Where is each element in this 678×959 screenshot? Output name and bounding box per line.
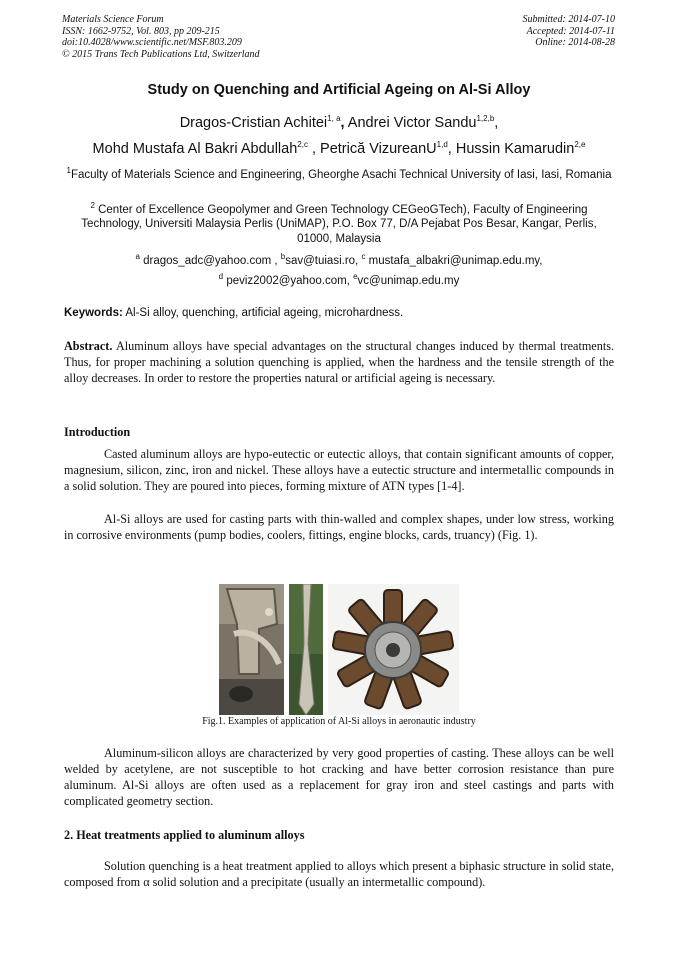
- email-sup: d: [218, 272, 224, 281]
- author-line-1: [40, 114, 638, 131]
- intro-paragraph-1: Casted aluminum alloys are hypo-eutectic or eutectic alloys, that contain significant amounts of copper, magnesium, silicon, zinc, iron and nickel. These alloys have a eutectic structure and intermetallic compounds in a solid solution. They are poured into pieces, forming mixture of ATN types [1-4].: [64, 447, 614, 493]
- email-link[interactable]: sav@tuiasi.ro,: [285, 254, 359, 267]
- email-link[interactable]: vc@unimap.edu.my: [357, 274, 460, 287]
- author-line-2: [40, 140, 638, 157]
- email-sup: c: [361, 252, 366, 261]
- author-name: Andrei Victor Sandu: [347, 114, 477, 131]
- abstract-text: Aluminum alloys have special advantages on the structural changes induced by thermal treatments. Thus, for proper machining a solution quenching is applied, when the hardness and the tensile strength of the alloy decreases. In order to restore the properties natural or artificial ageing is necessary.: [64, 339, 614, 385]
- copyright: © 2015 Trans Tech Publications Ltd, Switzerland: [62, 48, 260, 60]
- email-sup: b: [280, 252, 286, 261]
- author-sup: 2,e: [574, 140, 586, 149]
- paper-title: Study on Quenching and Artificial Ageing on Al-Si Alloy: [147, 82, 531, 98]
- author-name: Mohd Mustafa Al Bakri Abdullah: [92, 140, 298, 157]
- author-sup: 2,c: [297, 140, 308, 149]
- affiliation-1: [64, 164, 614, 182]
- keywords-text: Al-Si alloy, quenching, artificial ageing, microhardness.: [125, 307, 404, 319]
- author-sep: ,: [494, 114, 499, 131]
- email-line-1: [40, 252, 638, 267]
- email-sup: a: [135, 252, 140, 261]
- section-2-paragraph-1: Solution quenching is a heat treatment applied to alloys which present a biphasic structure in solid state, composed from α solid solution and a precipitate (usually an intermetallic compound).: [64, 859, 614, 889]
- affiliation-sup: 1: [66, 166, 71, 175]
- keywords-label: Keywords:: [64, 307, 123, 319]
- email-line-2: [40, 272, 638, 287]
- author-name: Petrică VizureanU: [320, 140, 437, 157]
- email-sup: e: [353, 272, 358, 281]
- introduction-heading: Introduction: [64, 425, 131, 439]
- abstract: [64, 338, 614, 386]
- intro-paragraph-2: Al-Si alloys are used for casting parts with thin-walled and complex shapes, under low stress, working in corrosive environments (pump bodies, coolers, fittings, engine blocks, cards, truancy) (Fig. 1).: [64, 512, 614, 542]
- figure-photo-pipe-assembly: [219, 584, 284, 715]
- journal-header-left: [62, 14, 260, 60]
- paragraph-after-figure: Aluminum-silicon alloys are characterized by very good properties of casting. These alloys can be well welded by acetylene, are not susceptible to hot cracking and have better corrosion resistance than pure aluminum. Al-Si alloys are often used as a replacement for gray iron and steel castings and parts with complicated geometry section.: [64, 746, 614, 808]
- author-sep: ,: [447, 140, 452, 157]
- author-name: Hussin Kamarudin: [455, 140, 575, 157]
- author-sup: 1, a: [327, 114, 341, 123]
- affiliation-text: Faculty of Materials Science and Engineering, Gheorghe Asachi Technical University of Iasi, Iasi, Romania: [70, 168, 612, 181]
- author-sep: ,: [340, 114, 345, 131]
- abstract-label: Abstract.: [64, 339, 113, 353]
- affiliation-sup: 2: [90, 201, 95, 210]
- figure-caption: Fig.1. Examples of application of Al-Si alloys in aeronautic industry: [202, 716, 476, 727]
- email-link[interactable]: mustafa_albakri@unimap.edu.my,: [368, 254, 543, 267]
- author-name: Dragos-Cristian Achitei: [179, 114, 328, 131]
- email-link[interactable]: dragos_adc@yahoo.com ,: [143, 254, 278, 267]
- doi: doi:10.4028/www.scientific.net/MSF.803.209: [62, 37, 242, 48]
- keywords: [64, 307, 614, 319]
- author-sup: 1,d: [436, 140, 448, 149]
- affiliation-2: [64, 199, 614, 246]
- affiliation-text: Center of Excellence Geopolymer and Green Technology CEGeoGTech), Faculty of Engineering Technology, Universiti Malaysia Perlis (UniMAP), P.O. Box 77, D/A Pejabat Pos Besar, Kangar, Perlis, 01000, Malaysia: [81, 203, 597, 245]
- submitted-date: Submitted: 2014-07-10: [522, 14, 615, 25]
- email-link[interactable]: peviz2002@yahoo.com,: [226, 274, 350, 287]
- online-date: Online: 2014-08-28: [535, 37, 615, 48]
- issn: ISSN: 1662-9752, Vol. 803, pp 209-215: [62, 25, 220, 37]
- figure-photo-radial-engine: [328, 584, 459, 715]
- accepted-date: Accepted: 2014-07-11: [526, 25, 615, 37]
- author-sup: 1,2,b: [476, 114, 495, 123]
- journal-name: Materials Science Forum: [62, 14, 164, 25]
- journal-header-right: [523, 14, 616, 49]
- figure-photo-propeller: [289, 584, 323, 715]
- section-2-heading: 2. Heat treatments applied to aluminum alloys: [64, 828, 305, 842]
- author-sep: ,: [311, 140, 317, 157]
